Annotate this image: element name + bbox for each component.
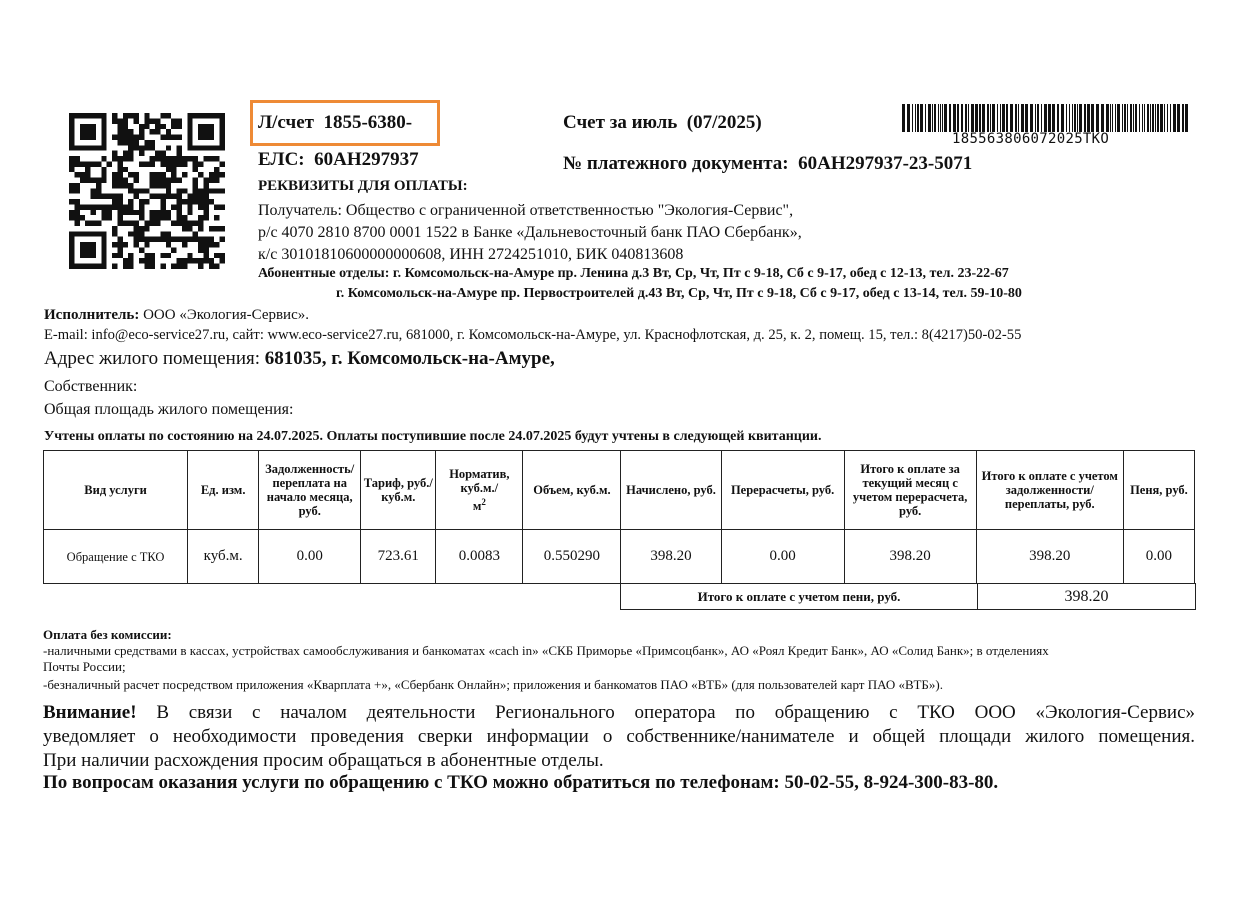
els-value: 60АН297937	[314, 149, 419, 170]
cell-volume: 0.550290	[523, 530, 621, 584]
contact-phones: По вопросам оказания услуги по обращению с ТКО можно обратиться по телефонам: 50-02-55, 8-924-300-83-80.	[43, 772, 999, 793]
doc-number-label: № платежного документа:	[563, 153, 789, 174]
col-header-unit: Ед. изм.	[188, 451, 259, 530]
notice-text-1: В связи с началом деятельности Регионального оператора по обращению с ТКО ООО «Экология-Сервис»	[156, 702, 1196, 723]
col-header-debt: Задолженность/ переплата на начало месяца, руб.	[259, 451, 361, 530]
col-header-volume: Объем, куб.м.	[523, 451, 621, 530]
notice-attention: Внимание!	[43, 702, 137, 723]
no-fee-cash: -наличными средствами в кассах, устройствах самообслуживания и банкоматах «cach in» «СКБ Приморье «Примсоцбанк», АО «Роял Кредит Банк», АО «Солид Банк»; в отделениях	[43, 643, 1049, 658]
qr-code-icon	[69, 113, 225, 269]
executor-value: ООО «Экология-Сервис».	[143, 307, 309, 323]
office-info-1: Абонентные отделы: г. Комсомольск-на-Амуре пр. Ленина д.3 Вт, Ср, Чт, Пт с 9-18, Сб с 9-17, обед с 12-13, тел. 23-22-67	[258, 266, 1009, 281]
barcode-text: 185563806072025TKO	[952, 131, 1110, 147]
payment-document-number	[563, 153, 972, 175]
office-info-2: г. Комсомольск-на-Амуре пр. Первостроителей д.43 Вт, Ср, Чт, Пт с 9-18, Сб с 9-17, обед с 13-14, тел. 59-10-80	[336, 286, 1022, 301]
cell-recalc: 0.00	[721, 530, 844, 584]
cell-tariff: 723.61	[361, 530, 436, 584]
area-label: Общая площадь жилого помещения:	[44, 401, 294, 418]
invoice-period: (07/2025)	[686, 112, 762, 133]
invoice-title	[563, 112, 762, 134]
col-header-tariff: Тариф, руб./ куб.м.	[361, 451, 436, 530]
table-header-row	[44, 451, 1195, 530]
cell-penalty: 0.00	[1123, 530, 1194, 584]
col-header-month-total: Итого к оплате за текущий месяц с учетом перерасчета, руб.	[844, 451, 976, 530]
col-header-recalc: Перерасчеты, руб.	[721, 451, 844, 530]
no-fee-title: Оплата без комиссии:	[43, 627, 172, 642]
requisites-title: РЕКВИЗИТЫ ДЛЯ ОПЛАТЫ:	[258, 178, 468, 194]
property-address	[44, 348, 555, 370]
els-label: ЕЛС:	[258, 149, 305, 170]
no-fee-cash-cont: Почты России;	[43, 659, 126, 674]
address-value: 681035, г. Комсомольск-на-Амуре,	[264, 348, 555, 369]
cell-charged: 398.20	[621, 530, 721, 584]
invoice-title-text: Счет за июль	[563, 112, 678, 133]
col-header-charged: Начислено, руб.	[621, 451, 721, 530]
executor-line	[44, 307, 309, 324]
notice-block	[43, 701, 1195, 773]
executor-label: Исполнитель:	[44, 307, 140, 323]
col-header-service: Вид услуги	[44, 451, 188, 530]
charges-table	[43, 450, 1195, 584]
doc-number-value: 60АН297937-23-5071	[798, 153, 973, 174]
executor-contacts: E-mail: info@eco-service27.ru, сайт: www.eco-service27.ru, 681000, г. Комсомольск-на-Амуре, ул. Краснофлотская, д. 25, к. 2, помещ. 15, тел.: 8(4217)50-02-55	[44, 327, 1022, 343]
total-value: 398.20	[978, 584, 1196, 610]
barcode-icon	[902, 104, 1189, 132]
cell-unit: куб.м.	[188, 530, 259, 584]
notice-line-1	[43, 701, 1195, 725]
cell-debt: 0.00	[259, 530, 361, 584]
cell-month-total: 398.20	[844, 530, 976, 584]
cell-total-with-debt: 398.20	[976, 530, 1123, 584]
total-label: Итого к оплате с учетом пени, руб.	[621, 584, 978, 610]
address-label: Адрес жилого помещения:	[44, 348, 261, 369]
recipient-line: Получатель: Общество с ограниченной ответственностью "Экология-Сервис",	[258, 202, 794, 219]
col-header-total-with-debt: Итого к оплате с учетом задолженности/ переплаты, руб.	[976, 451, 1123, 530]
no-fee-cashless: -безналичный расчет посредством приложения «Кварплата +», «Сбербанк Онлайн»; приложения и банкоматов ПАО «ВТБ» (для пользователей карт ПАО «ВТБ»).	[43, 677, 943, 692]
bank-details-line: к/с 30101810600000000608, ИНН 2724251010, БИК 040813608	[258, 246, 684, 263]
cell-service: Обращение с ТКО	[44, 530, 188, 584]
table-row	[44, 530, 1195, 584]
account-label: Л/счет	[258, 112, 314, 133]
owner-label: Собственник:	[44, 378, 138, 395]
notice-line-3: При наличии расхождения просим обращаться в абонентные отделы.	[43, 750, 604, 771]
cell-norm: 0.0083	[436, 530, 523, 584]
account-value: 1855-6380-	[323, 112, 413, 133]
payments-note: Учтены оплаты по состоянию на 24.07.2025. Оплаты поступившие после 24.07.2025 будут учтены в следующей квитанции.	[44, 429, 822, 444]
total-with-penalty	[620, 583, 1196, 610]
account-number	[258, 112, 412, 134]
els-number	[258, 149, 419, 171]
col-header-penalty: Пеня, руб.	[1123, 451, 1194, 530]
col-header-norm: Норматив, куб.м./ $м^2$	[436, 451, 523, 530]
bank-account-line: р/с 4070 2810 8700 0001 1522 в Банке «Дальневосточный банк ПАО Сбербанк»,	[258, 224, 802, 241]
notice-line-2: уведомляет о необходимости проведения сверки информации о собственнике/нанимателе и общей площади жилого помещения.	[43, 726, 1195, 747]
